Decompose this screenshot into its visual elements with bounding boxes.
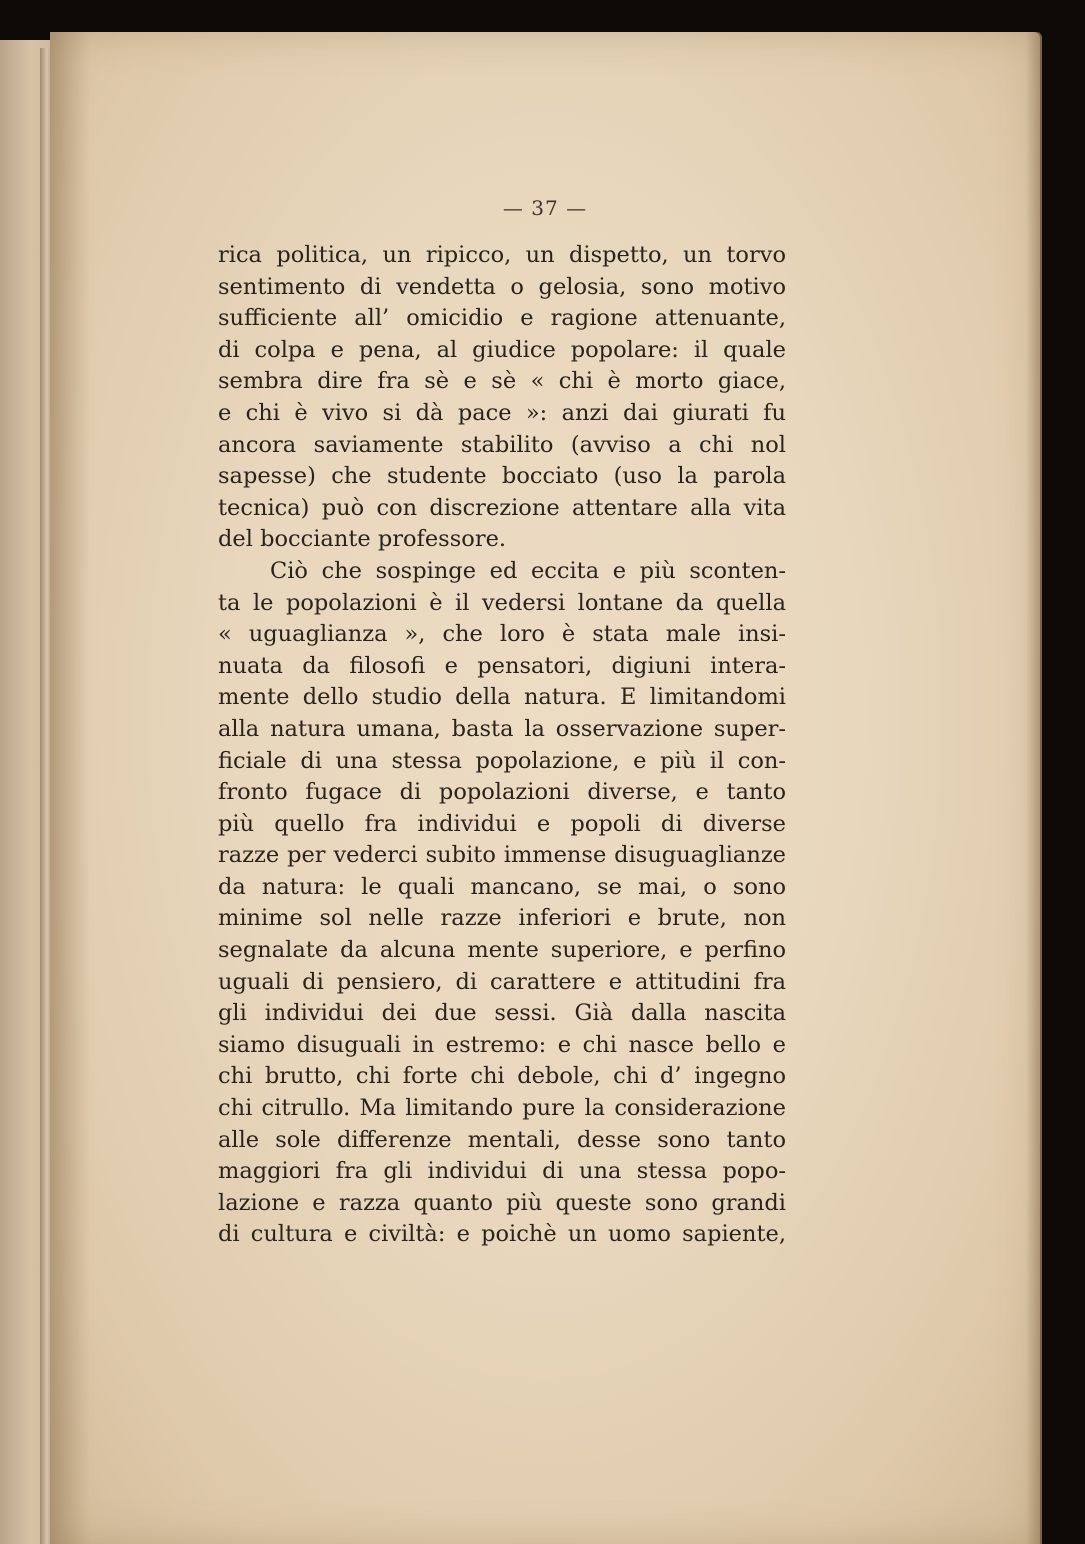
text-line: mente dello studio della natura. E limitandomi [218, 684, 786, 711]
text-line: di colpa e pena, al giudice popolare: il quale [218, 336, 786, 363]
text-line: sembra dire fra sè e sè « chi è morto giace, [218, 368, 786, 395]
text-line: sentimento di vendetta o gelosia, sono motivo [218, 273, 786, 300]
text-line: e chi è vivo si dà pace »: anzi dai giurati fu [218, 399, 786, 426]
text-line: gli individui dei due sessi. Già dalla nascita [218, 1000, 786, 1027]
text-line: più quello fra individui e popoli di diverse [218, 810, 786, 837]
text-line: « uguaglianza », che loro è stata male insi- [218, 621, 786, 648]
text-line: tecnica) può con discrezione attentare alla vita [218, 494, 786, 521]
text-line: siamo disuguali in estremo: e chi nasce bello e [218, 1031, 786, 1058]
text-line: lazione e razza quanto più queste sono grandi [218, 1189, 786, 1216]
text-line: alle sole differenze mentali, desse sono tanto [218, 1126, 786, 1153]
text-line: da natura: le quali mancano, se mai, o sono [218, 873, 786, 900]
body-text [218, 240, 786, 1251]
text-line: ancora saviamente stabilito (avviso a chi nol [218, 431, 786, 458]
text-line: chi citrullo. Ma limitando pure la considerazione [218, 1095, 786, 1122]
text-line: segnalate da alcuna mente superiore, e perfino [218, 937, 786, 964]
text-line: rica politica, un ripicco, un dispetto, un torvo [218, 242, 786, 268]
page-edge-shadow [1026, 32, 1040, 1544]
text-line: maggiori fra gli individui di una stessa popo- [218, 1158, 786, 1185]
text-line: nuata da filosofi e pensatori, digiuni intera- [218, 652, 786, 679]
text-line: uguali di pensiero, di carattere e attitudini fra [218, 968, 786, 995]
page-number: — 37 — [502, 196, 588, 220]
text-line: minime sol nelle razze inferiori e brute, non [218, 905, 786, 932]
text-line: sapesse) che studente bocciato (uso la parola [218, 463, 786, 490]
text-line: fronto fugace di popolazioni diverse, e tanto [218, 779, 786, 806]
text-line: alla natura umana, basta la osservazione super- [218, 715, 786, 742]
paragraph-start-line: Ciò che sospinge ed eccita e più sconten- [270, 557, 786, 584]
gutter-shadow [50, 32, 90, 1544]
paragraph-end-line: del bocciante professore. [218, 526, 507, 553]
text-line: ficiale di una stessa popolazione, e più il con- [218, 747, 786, 774]
text-line: di cultura e civiltà: e poichè un uomo sapiente, [218, 1221, 786, 1248]
text-line: sufficiente all’ omicidio e ragione attenuante, [218, 305, 786, 332]
text-line: chi brutto, chi forte chi debole, chi d’ ingegno [218, 1063, 786, 1090]
text-line: ta le popolazioni è il vedersi lontane da quella [218, 589, 786, 616]
text-line: razze per vederci subito immense disuguaglianze [218, 842, 786, 869]
